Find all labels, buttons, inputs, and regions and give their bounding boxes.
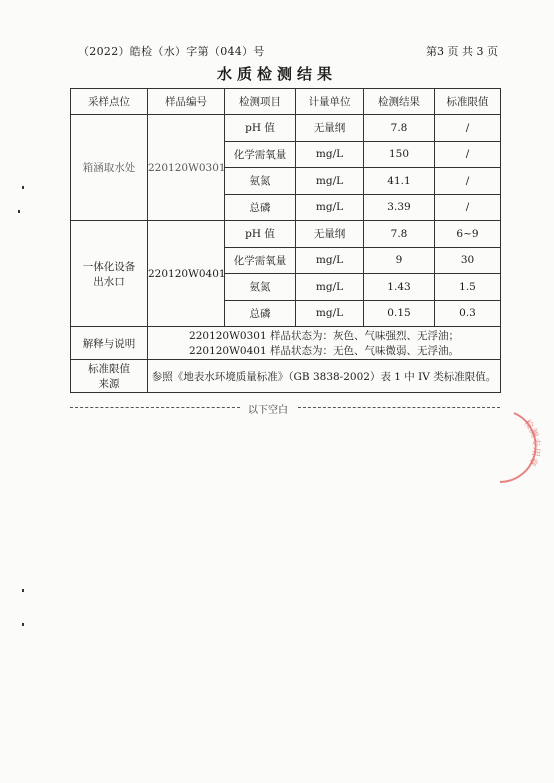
column-header: 采样点位 <box>71 89 148 115</box>
column-header: 检测项目 <box>225 89 296 115</box>
unit-cell: mg/L <box>296 141 364 168</box>
test-item-cell: 化学需氧量 <box>225 141 296 168</box>
unit-cell: 无量纲 <box>296 115 364 142</box>
seal-text: 检测专用章 <box>521 418 541 468</box>
limit-cell: / <box>435 141 501 168</box>
result-cell: 3.39 <box>364 194 435 221</box>
sampling-site-cell <box>71 221 148 327</box>
sampling-site-line: 出水口 <box>93 275 125 288</box>
notes-row <box>71 327 501 360</box>
test-item-cell: 氨氮 <box>225 274 296 301</box>
note-line: 220120W0301 样品状态为：灰色、气味强烈、无浮油； <box>189 330 459 342</box>
table-header-row <box>71 89 501 115</box>
result-cell: 0.15 <box>364 300 435 327</box>
limit-cell: / <box>435 194 501 221</box>
source-row <box>71 360 501 393</box>
page-indicator: 第3 页 共 3 页 <box>426 45 498 58</box>
source-label <box>71 360 148 393</box>
result-cell: 150 <box>364 141 435 168</box>
source-label-line: 标准限值 <box>88 363 130 375</box>
unit-cell: mg/L <box>296 300 364 327</box>
sampling-site-line: 一体化设备 <box>82 260 136 273</box>
result-cell: 7.8 <box>364 221 435 248</box>
source-text: 参照《地表水环境质量标准》（GB 3838-2002）表 1 中 IV 类标准限值。 <box>148 360 501 393</box>
column-header: 检测结果 <box>364 89 435 115</box>
results-table <box>70 88 501 393</box>
document-number: （2022）皓检（水）字第（044）号 <box>78 45 265 58</box>
limit-cell: 1.5 <box>435 274 501 301</box>
table-row <box>71 221 501 248</box>
scan-mark <box>22 186 24 189</box>
scan-mark <box>22 623 24 626</box>
test-item-cell: 总磷 <box>225 300 296 327</box>
test-item-cell: 氨氮 <box>225 168 296 195</box>
notes-text <box>148 327 501 360</box>
result-cell: 7.8 <box>364 115 435 142</box>
test-item-cell: pH 值 <box>225 221 296 248</box>
source-label-line: 来源 <box>98 378 120 390</box>
notes-label: 解释与说明 <box>71 327 148 360</box>
unit-cell: mg/L <box>296 247 364 274</box>
limit-cell: 0.3 <box>435 300 501 327</box>
note-line: 220120W0401 样品状态为：无色、气味微弱、无浮油。 <box>189 345 459 357</box>
dashed-line <box>70 407 240 408</box>
limit-cell: / <box>435 168 501 195</box>
unit-cell: 无量纲 <box>296 221 364 248</box>
column-header: 计量单位 <box>296 89 364 115</box>
test-item-cell: 化学需氧量 <box>225 247 296 274</box>
limit-cell: 6~9 <box>435 221 501 248</box>
result-cell: 1.43 <box>364 274 435 301</box>
unit-cell: mg/L <box>296 168 364 195</box>
column-header: 标准限值 <box>435 89 501 115</box>
result-cell: 41.1 <box>364 168 435 195</box>
unit-cell: mg/L <box>296 194 364 221</box>
test-item-cell: 总磷 <box>225 194 296 221</box>
limit-cell: 30 <box>435 247 501 274</box>
sample-id-cell: 220120W0401 <box>148 221 225 327</box>
unit-cell: mg/L <box>296 274 364 301</box>
scan-mark <box>22 589 24 592</box>
svg-text:检测专用章 <box>521 417 542 468</box>
result-cell: 9 <box>364 247 435 274</box>
column-header: 样品编号 <box>148 89 225 115</box>
sample-id-cell: 220120W0301 <box>148 115 225 221</box>
end-marker-text: 以下空白 <box>248 405 288 416</box>
sampling-site-cell: 箱涵取水处 <box>71 115 148 221</box>
page-title: 水质检测结果 <box>216 65 337 83</box>
test-item-cell: pH 值 <box>225 115 296 142</box>
table-row <box>71 115 501 142</box>
red-seal-stamp <box>470 405 550 485</box>
scan-mark <box>18 210 20 213</box>
limit-cell: / <box>435 115 501 142</box>
